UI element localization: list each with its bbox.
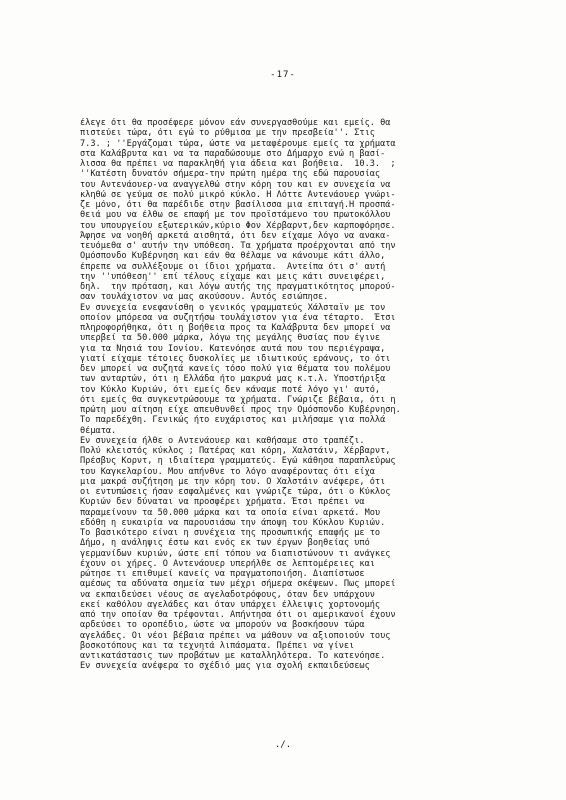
text-line: του Καγκελαρίου. Μου απήνθνε το λόγο αναφέροντας ότι είχα	[80, 466, 375, 477]
text-line: Πολύ κλειστός κύκλος ; Πατέρας και κόρη, Χαλστάιν, Χέρβαρντ,	[80, 446, 391, 456]
text-line: θέματα.	[80, 425, 117, 436]
text-line: Το βασικότερο είναι η συνέχεια της προσωπικής επαφής με το	[80, 528, 381, 538]
text-line: αγελάδες. Οι νέοι βέβαια πρέπει να μάθουν να αξιοποιούν τους	[80, 630, 391, 641]
text-line: μια μακρά συζήτηση με την κόρη του. Ο Χαλστάιν ανέφερε, ότι	[80, 476, 386, 487]
text-line: Δήμο, η ανάληψις έστω και ενός εκ των έργων βοηθείας υπό	[80, 538, 370, 549]
text-line: από την οποίαν θα τρέφονται. Απήντησα ότι οι αμερικανοί έχουν	[80, 610, 396, 620]
text-line: έλεγε ότι θα προσέφερε μόνον εάν συνεργασθούμε και εμείς. θα	[80, 118, 391, 128]
text-line: υπερβεί τα 50.000 μάρκα, λόγω της μεγάλης θυσίας που έγινε	[80, 333, 381, 344]
text-line: Άφησε να νοηθή αρκετά αισθητά, ότι δεν είχαμε λόγο να ανακα-	[80, 230, 391, 241]
text-line: εδόθη η ευκαιρία να παρουσιάσω την άποψη του Κύκλου Κυριών.	[80, 517, 386, 528]
text-line: λισσα θα πρέπει να παρακληθή για άδεια και βοήθεια. 10.3. ;	[80, 159, 396, 169]
text-line: να εκπαιδεύσει νέους σε αγελαδοτρόφους, όταν δεν υπάρχουν	[80, 589, 375, 600]
text-line: παραμείνουν τα 50.000 μάρκα και τα οποία είναι αρκετά. Μου	[80, 507, 381, 518]
text-line: αρδεύσει το οροπέδιο, ώστε να μπορούν να βοσκήσουν τώρα	[80, 620, 365, 631]
text-line: ότι εμείς θα συγκεντρώσουμε τα χρήματα. Γνώριζε βέβαια, ότι η	[80, 394, 396, 405]
text-line: ρώτησε τι επιθυμεί κανείς να πραγματοποιήση. Διαπίστωσε	[80, 569, 365, 579]
text-line: γερμανίδων κυριών, ώστε επί τόπου να διαπιστώνουν τι ανάγκες	[80, 548, 391, 559]
text-line: Εν συνεχεία ενεφανίσθη ο γενικός γραμματεύς Χάλσταϊν με τον	[80, 302, 386, 313]
text-line: βοσκοτόπους και τα τεχνητά λιπάσματα. Πρέπει να γίνει	[80, 640, 355, 651]
text-line: ζε μόνο, ότι θα παρέδιδε στην βασίλισσα μια επιταγή.Η προσπά-	[80, 200, 396, 210]
text-line: στα Καλάβρυτα και να τα παραδώσουμε στο Δήμαρχο ενώ η βασί-	[80, 148, 386, 159]
text-line: έχουν οι χήρες. Ο Αντενάουερ υπερήλθε σε λεπτομέρειες και	[80, 558, 375, 569]
text-line: κληθώ σε γεύμα σε πολύ μικρό κύκλο. Η Λόττε Αντενάουερ γνώρι-	[80, 189, 396, 200]
text-line: αμέσως τα αδύνατα σημεία των μέχρι σήμερα σκέψεων. Πως μπορεί	[80, 579, 396, 590]
text-line: σαν τουλάχιστον να μας ακούσουν. Αυτός εσιώπησε.	[80, 292, 329, 303]
text-line: για τα Νησιά του Ιονίου. Κατενόησε αυτά που του περιέγραψα,	[80, 343, 386, 354]
text-line: τον Κύκλο Κυριών, ότι εμείς δεν κάναμε ποτέ λόγο γι' αυτό,	[80, 384, 381, 395]
text-line: έπρεπε να συλλέξουμε οι ίδιοι χρήματα. Αντείπα ότι σ' αυτή	[80, 261, 386, 272]
text-line: πιστεύει τώρα, ότι εγώ το ρύθμισα με την πρεσβεία''. Στις	[80, 128, 375, 139]
text-line: τευόμεθα σ' αυτήν την υπόθεση. Τα χρήματα προέρχονται από την	[80, 241, 396, 251]
text-line: ''Κατέστη δυνατόν σήμερα-την πρώτη ημέρα της εδώ παρουσίας	[80, 169, 381, 180]
text-line: Εν συνεχεία ήλθε ο Αντενάουερ και καθήσαμε στο τραπέζι.	[80, 435, 365, 446]
text-line: αντικατάστασις των προβάτων με καταλληλότερα. Το κατενόησε.	[80, 651, 386, 661]
continuation-mark: ./.	[274, 740, 292, 750]
page-number: -17-	[270, 70, 296, 80]
text-line: οποίον μπόρεσα να συζητήσω τουλάχιστον για ένα τέταρτο. Έτσι	[80, 312, 396, 323]
text-line: εκεί καθόλου αγελάδες και όταν υπάρχει έλλειψις χορτονομής	[80, 599, 381, 610]
text-line: πρώτη μου αίτηση είχε απευθυνθεί προς την Ομόσπονδο Κυβέρνηση.	[80, 405, 401, 415]
text-line: Κυριών δεν δύναται να προσφέρει χρήματα. Έτσι πρέπει να	[80, 497, 365, 508]
text-line: των ανταρτών, ότι η Ελλάδα ήτο μακρυά μας κ.τ.λ. Υποστήριξα	[80, 374, 386, 385]
text-line: γιατί είχαμε τέτοιες δυσκολίες με ιδιωτικούς εράνους, το ότι	[80, 353, 391, 364]
text-line: δηλ. την πρόταση, και λόγω αυτής της πραγματικότητος μπορού-	[80, 282, 396, 292]
text-line: Πρέσβυς Κορντ, η ιδιαίτερα γραμματεύς. Εγώ κάθησα παραπλεύρως	[80, 456, 396, 467]
text-line: πληροφορήθηκα, ότι η βοήθεια προς τα Καλάβρυτα δεν μπορεί να	[80, 323, 391, 333]
text-line: Εν συνεχεία ανέφερα το σχέδιό μας για σχολή εκπαιδεύσεως	[80, 661, 370, 672]
text-line: Το παρεδέχθη. Γενικώς ήτο ευχάριστος και μιλήσαμε για πολλά	[80, 415, 386, 426]
body-text	[80, 118, 510, 672]
text-line: του υπουργείου εξωτερικών,κύριο Φον Χέρβαρντ,δεν καρποφόρησε.	[80, 220, 396, 231]
text-line: Ομόσπονδο Κυβέρνηση και εάν θα θέλαμε να κάνουμε κάτι άλλο,	[80, 251, 386, 262]
text-line: του Αντενάουερ-να αναγγελθώ στην κόρη του και εν συνεχεία να	[80, 179, 391, 190]
text-line: οι εντυπώσεις ήσαν εσφαλμένες και γνώριζε τώρα, ότι ο Κύκλος	[80, 487, 391, 497]
text-line: την ''υπόθεση'' επί τέλους είχαμε και μεις κάτι συνειφέρει,	[80, 271, 386, 282]
text-line: δεν μπορεί να συζητά κανείς τόσο πολύ για θέματα του πολέμου	[80, 364, 391, 374]
text-line: 7.3. ; ''Εργάζομαι τώρα, ώστε να μεταφέρουμε εμείς τα χρήματα	[80, 138, 396, 149]
text-line: θειά μου να έλθω σε επαφή με τον προϊστάμενο του πρωτοκόλλου	[80, 210, 391, 221]
